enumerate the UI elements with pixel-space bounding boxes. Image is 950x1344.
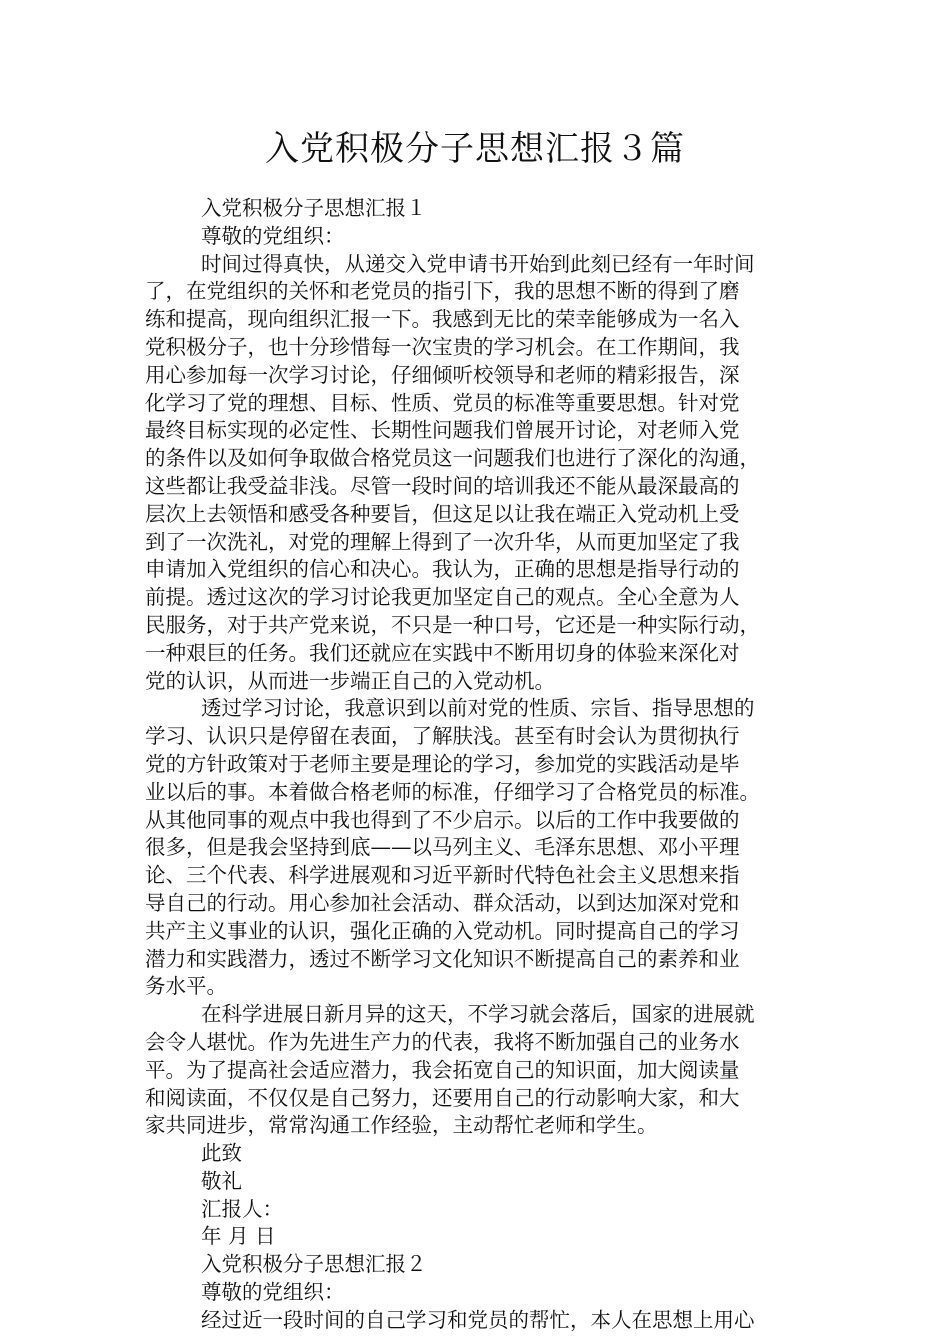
text-line: 导自己的行动。用心参加社会活动、群众活动，以到达加深对党和 [145,890,740,915]
text-line: 最终目标实现的必定性、长期性问题我们曾展开讨论，对老师入党 [145,418,740,443]
text-line: 申请加入党组织的信心和决心。我认为，正确的思想是指导行动的 [145,557,740,582]
text-line: 党的方针政策对于老师主要是理论的学习，参加党的实践活动是毕 [145,751,740,776]
text-line: 年 月 日 [201,1224,276,1249]
text-line: 的条件以及如何争取做合格党员这一问题我们也进行了深化的沟通， [145,446,760,471]
document-title: 入党积极分子思想汇报３篇 [265,129,685,169]
text-line: 务水平。 [145,974,227,999]
text-line: 到了一次洗礼，对党的理解上得到了一次升华，从而更加坚定了我 [145,529,740,554]
text-line: 练和提高，现向组织汇报一下。我感到无比的荣幸能够成为一名入 [145,307,740,332]
text-line: 共产主义事业的认识，强化正确的入党动机。同时提高自己的学习 [145,918,740,943]
text-line: 层次上去领悟和感受各种要旨，但这足以让我在端正入党动机上受 [145,501,740,526]
text-line: 论、三个代表、科学进展观和习近平新时代特色社会主义思想来指 [145,863,740,888]
text-line: 敬礼 [201,1168,242,1193]
text-line: 化学习了党的理想、目标、性质、党员的标准等重要思想。针对党 [145,390,740,415]
text-line: 会令人堪忧。作为先进生产力的代表，我将不断加强自己的业务水 [145,1029,740,1054]
text-line: 透过学习讨论，我意识到以前对党的性质、宗旨、指导思想的 [201,696,755,721]
document-body [145,195,825,1335]
text-line: 党的认识，从而进一步端正自己的入党动机。 [145,668,555,693]
text-line: 学习、认识只是停留在表面，了解肤浅。甚至有时会认为贯彻执行 [145,724,740,749]
text-line: 前提。透过这次的学习讨论我更加坚定自己的观点。全心全意为人 [145,585,740,610]
text-line: 很多，但是我会坚持到底——以马列主义、毛泽东思想、邓小平理 [145,835,740,860]
text-line: 和阅读面，不仅仅是自己努力，还要用自己的行动影响大家，和大 [145,1085,740,1110]
text-line: 平。为了提高社会适应潜力，我会拓宽自己的知识面，加大阅读量 [145,1057,740,1082]
text-line: 潜力和实践潜力，透过不断学习文化知识不断提高自己的素养和业 [145,946,740,971]
text-line: 从其他同事的观点中我也得到了不少启示。以后的工作中我要做的 [145,807,740,832]
text-line: 家共同进步，常常沟通工作经验，主动帮忙老师和学生。 [145,1113,658,1138]
text-line: 入党积极分子思想汇报２ [201,1252,427,1277]
text-line: 时间过得真快，从递交入党申请书开始到此刻已经有一年时间 [201,251,755,276]
text-line: 一种艰巨的任务。我们还就应在实践中不断用切身的体验来深化对 [145,640,740,665]
text-line: 在科学进展日新月异的这天，不学习就会落后，国家的进展就 [201,1002,755,1027]
text-line: 了，在党组织的关怀和老党员的指引下，我的思想不断的得到了磨 [145,279,740,304]
text-line: 民服务，对于共产党来说，不只是一种口号，它还是一种实际行动， [145,612,760,637]
text-line: 入党积极分子思想汇报１ [201,196,427,220]
text-line: 经过近一段时间的自己学习和党员的帮忙，本人在思想上用心 [201,1307,755,1332]
text-line: 尊敬的党组织： [201,223,345,248]
text-line: 业以后的事。本着做合格老师的标准，仔细学习了合格党员的标准。 [145,779,760,804]
text-line: 汇报人： [201,1196,283,1221]
text-line: 用心参加每一次学习讨论，仔细倾听校领导和老师的精彩报告，深 [145,362,740,387]
text-line: 此致 [201,1141,242,1166]
text-line: 这些都让我受益非浅。尽管一段时间的培训我还不能从最深最高的 [145,473,740,498]
text-line: 党积极分子，也十分珍惜每一次宝贵的学习机会。在工作期间，我 [145,334,740,359]
text-line: 尊敬的党组织： [201,1280,345,1305]
